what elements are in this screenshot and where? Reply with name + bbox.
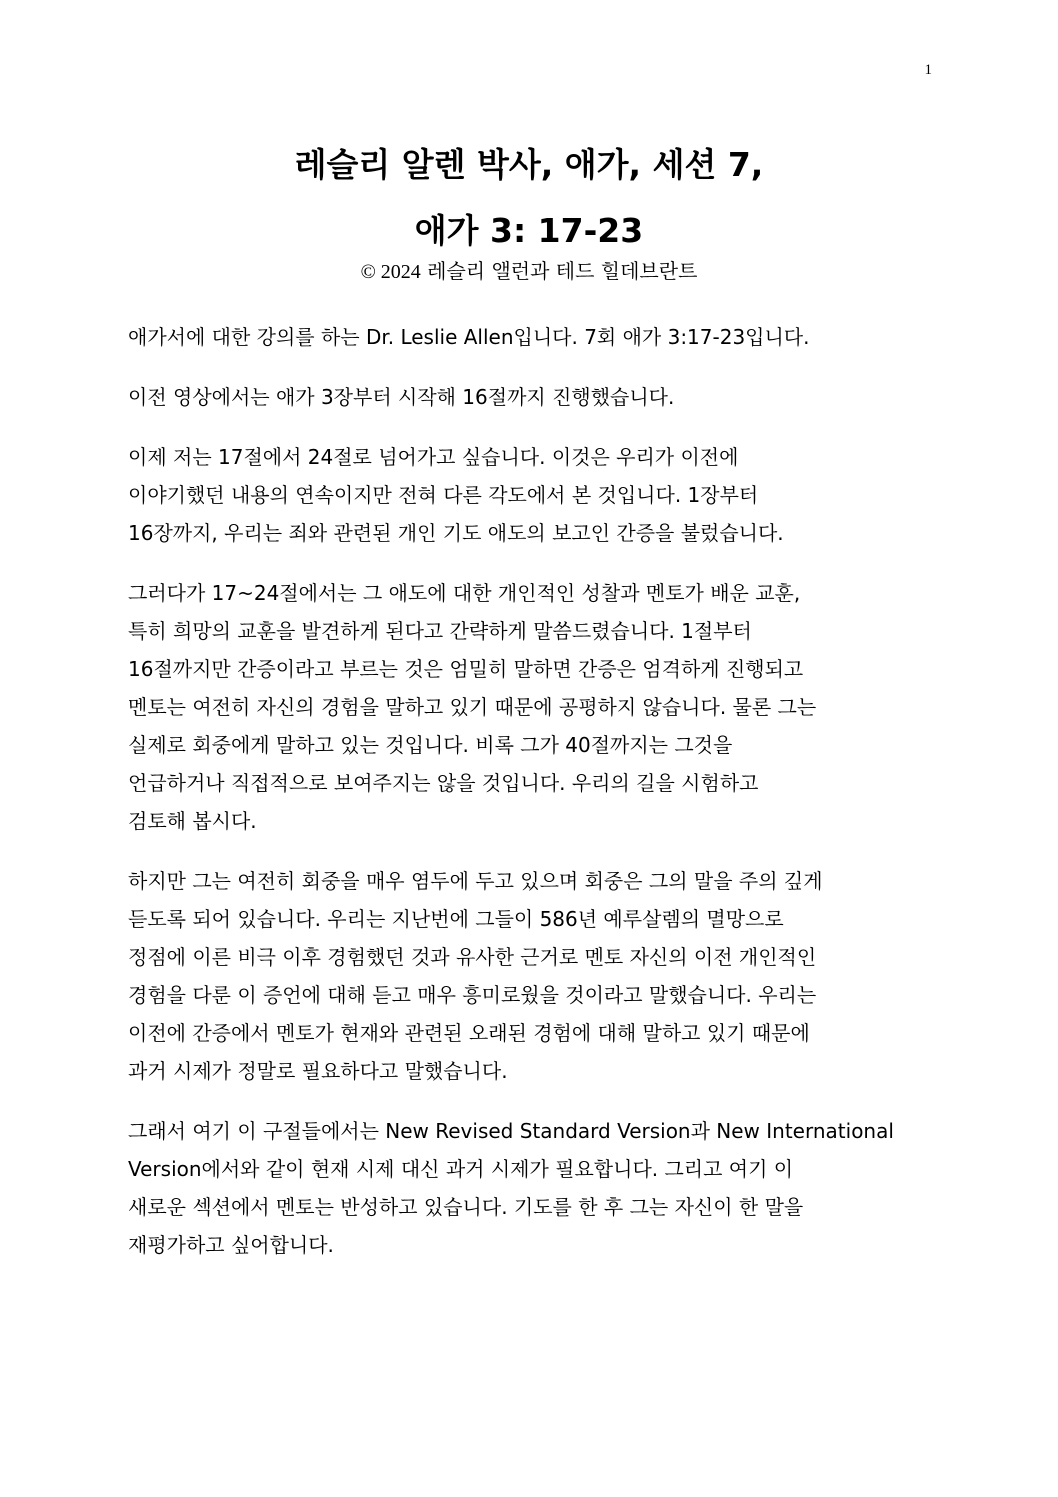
paragraph-5 — [128, 862, 958, 1090]
text-line: 이전 영상에서는 애가 3장부터 시작해 16절까지 진행했습니다. — [128, 385, 675, 409]
text-line: 과거 시제가 정말로 필요하다고 말했습니다. — [128, 1059, 508, 1083]
copyright-authors: 레슬리 앨런과 테드 힐데브란트 — [427, 259, 698, 283]
copyright-year: © 2024 — [360, 261, 421, 283]
text-line: 이전에 간증에서 멘토가 현재와 관련된 오래된 경험에 대해 말하고 있기 때문에 — [128, 1021, 810, 1045]
text-line: 멘토는 여전히 자신의 경험을 말하고 있기 때문에 공평하지 않습니다. 물론 그는 — [128, 695, 817, 719]
text-line: 듣도록 되어 있습니다. 우리는 지난번에 그들이 586년 예루살렘의 멸망으로 — [128, 907, 784, 931]
page-number: 1 — [924, 62, 932, 78]
text-line: 정점에 이른 비극 이후 경험했던 것과 유사한 근거로 멘토 자신의 이전 개인적인 — [128, 945, 817, 969]
text-line: 그래서 여기 이 구절들에서는 New Revised Standard Version과 New International — [128, 1119, 894, 1143]
body-text — [128, 318, 958, 1286]
text-line: 검토해 봅시다. — [128, 809, 257, 833]
document-title — [0, 132, 1058, 264]
copyright-line — [0, 253, 1058, 290]
paragraph-2 — [128, 378, 958, 416]
text-line: 애가서에 대한 강의를 하는 Dr. Leslie Allen입니다. 7회 애가 3:17-23입니다. — [128, 325, 810, 349]
text-line: 특히 희망의 교훈을 발견하게 된다고 간략하게 말씀드렸습니다. 1절부터 — [128, 619, 752, 643]
text-line: 이야기했던 내용의 연속이지만 전혀 다른 각도에서 본 것입니다. 1장부터 — [128, 483, 759, 507]
text-line: 언급하거나 직접적으로 보여주지는 않을 것입니다. 우리의 길을 시험하고 — [128, 771, 759, 795]
paragraph-1 — [128, 318, 958, 356]
paragraph-6 — [128, 1112, 958, 1264]
text-line: Version에서와 같이 현재 시제 대신 과거 시제가 필요합니다. 그리고 여기 이 — [128, 1157, 794, 1181]
text-line: 실제로 회중에게 말하고 있는 것입니다. 비록 그가 40절까지는 그것을 — [128, 733, 733, 757]
text-line: 16장까지, 우리는 죄와 관련된 개인 기도 애도의 보고인 간증을 불렀습니다. — [128, 521, 784, 545]
text-line: 하지만 그는 여전히 회중을 매우 염두에 두고 있으며 회중은 그의 말을 주의 깊게 — [128, 869, 823, 893]
title-line-1: 레슬리 알렌 박사, 애가, 세션 7, — [294, 145, 764, 184]
text-line: 경험을 다룬 이 증언에 대해 듣고 매우 흥미로웠을 것이라고 말했습니다. 우리는 — [128, 983, 817, 1007]
text-line: 그러다가 17~24절에서는 그 애도에 대한 개인적인 성찰과 멘토가 배운 교훈, — [128, 581, 801, 605]
paragraph-3 — [128, 438, 958, 552]
text-line: 16절까지만 간증이라고 부르는 것은 엄밀히 말하면 간증은 엄격하게 진행되고 — [128, 657, 804, 681]
text-line: 새로운 섹션에서 멘토는 반성하고 있습니다. 기도를 한 후 그는 자신이 한 말을 — [128, 1195, 804, 1219]
text-line: 재평가하고 싶어합니다. — [128, 1233, 334, 1257]
title-line-2: 애가 3: 17-23 — [414, 211, 644, 250]
paragraph-4 — [128, 574, 958, 840]
text-line: 이제 저는 17절에서 24절로 넘어가고 싶습니다. 이것은 우리가 이전에 — [128, 445, 739, 469]
